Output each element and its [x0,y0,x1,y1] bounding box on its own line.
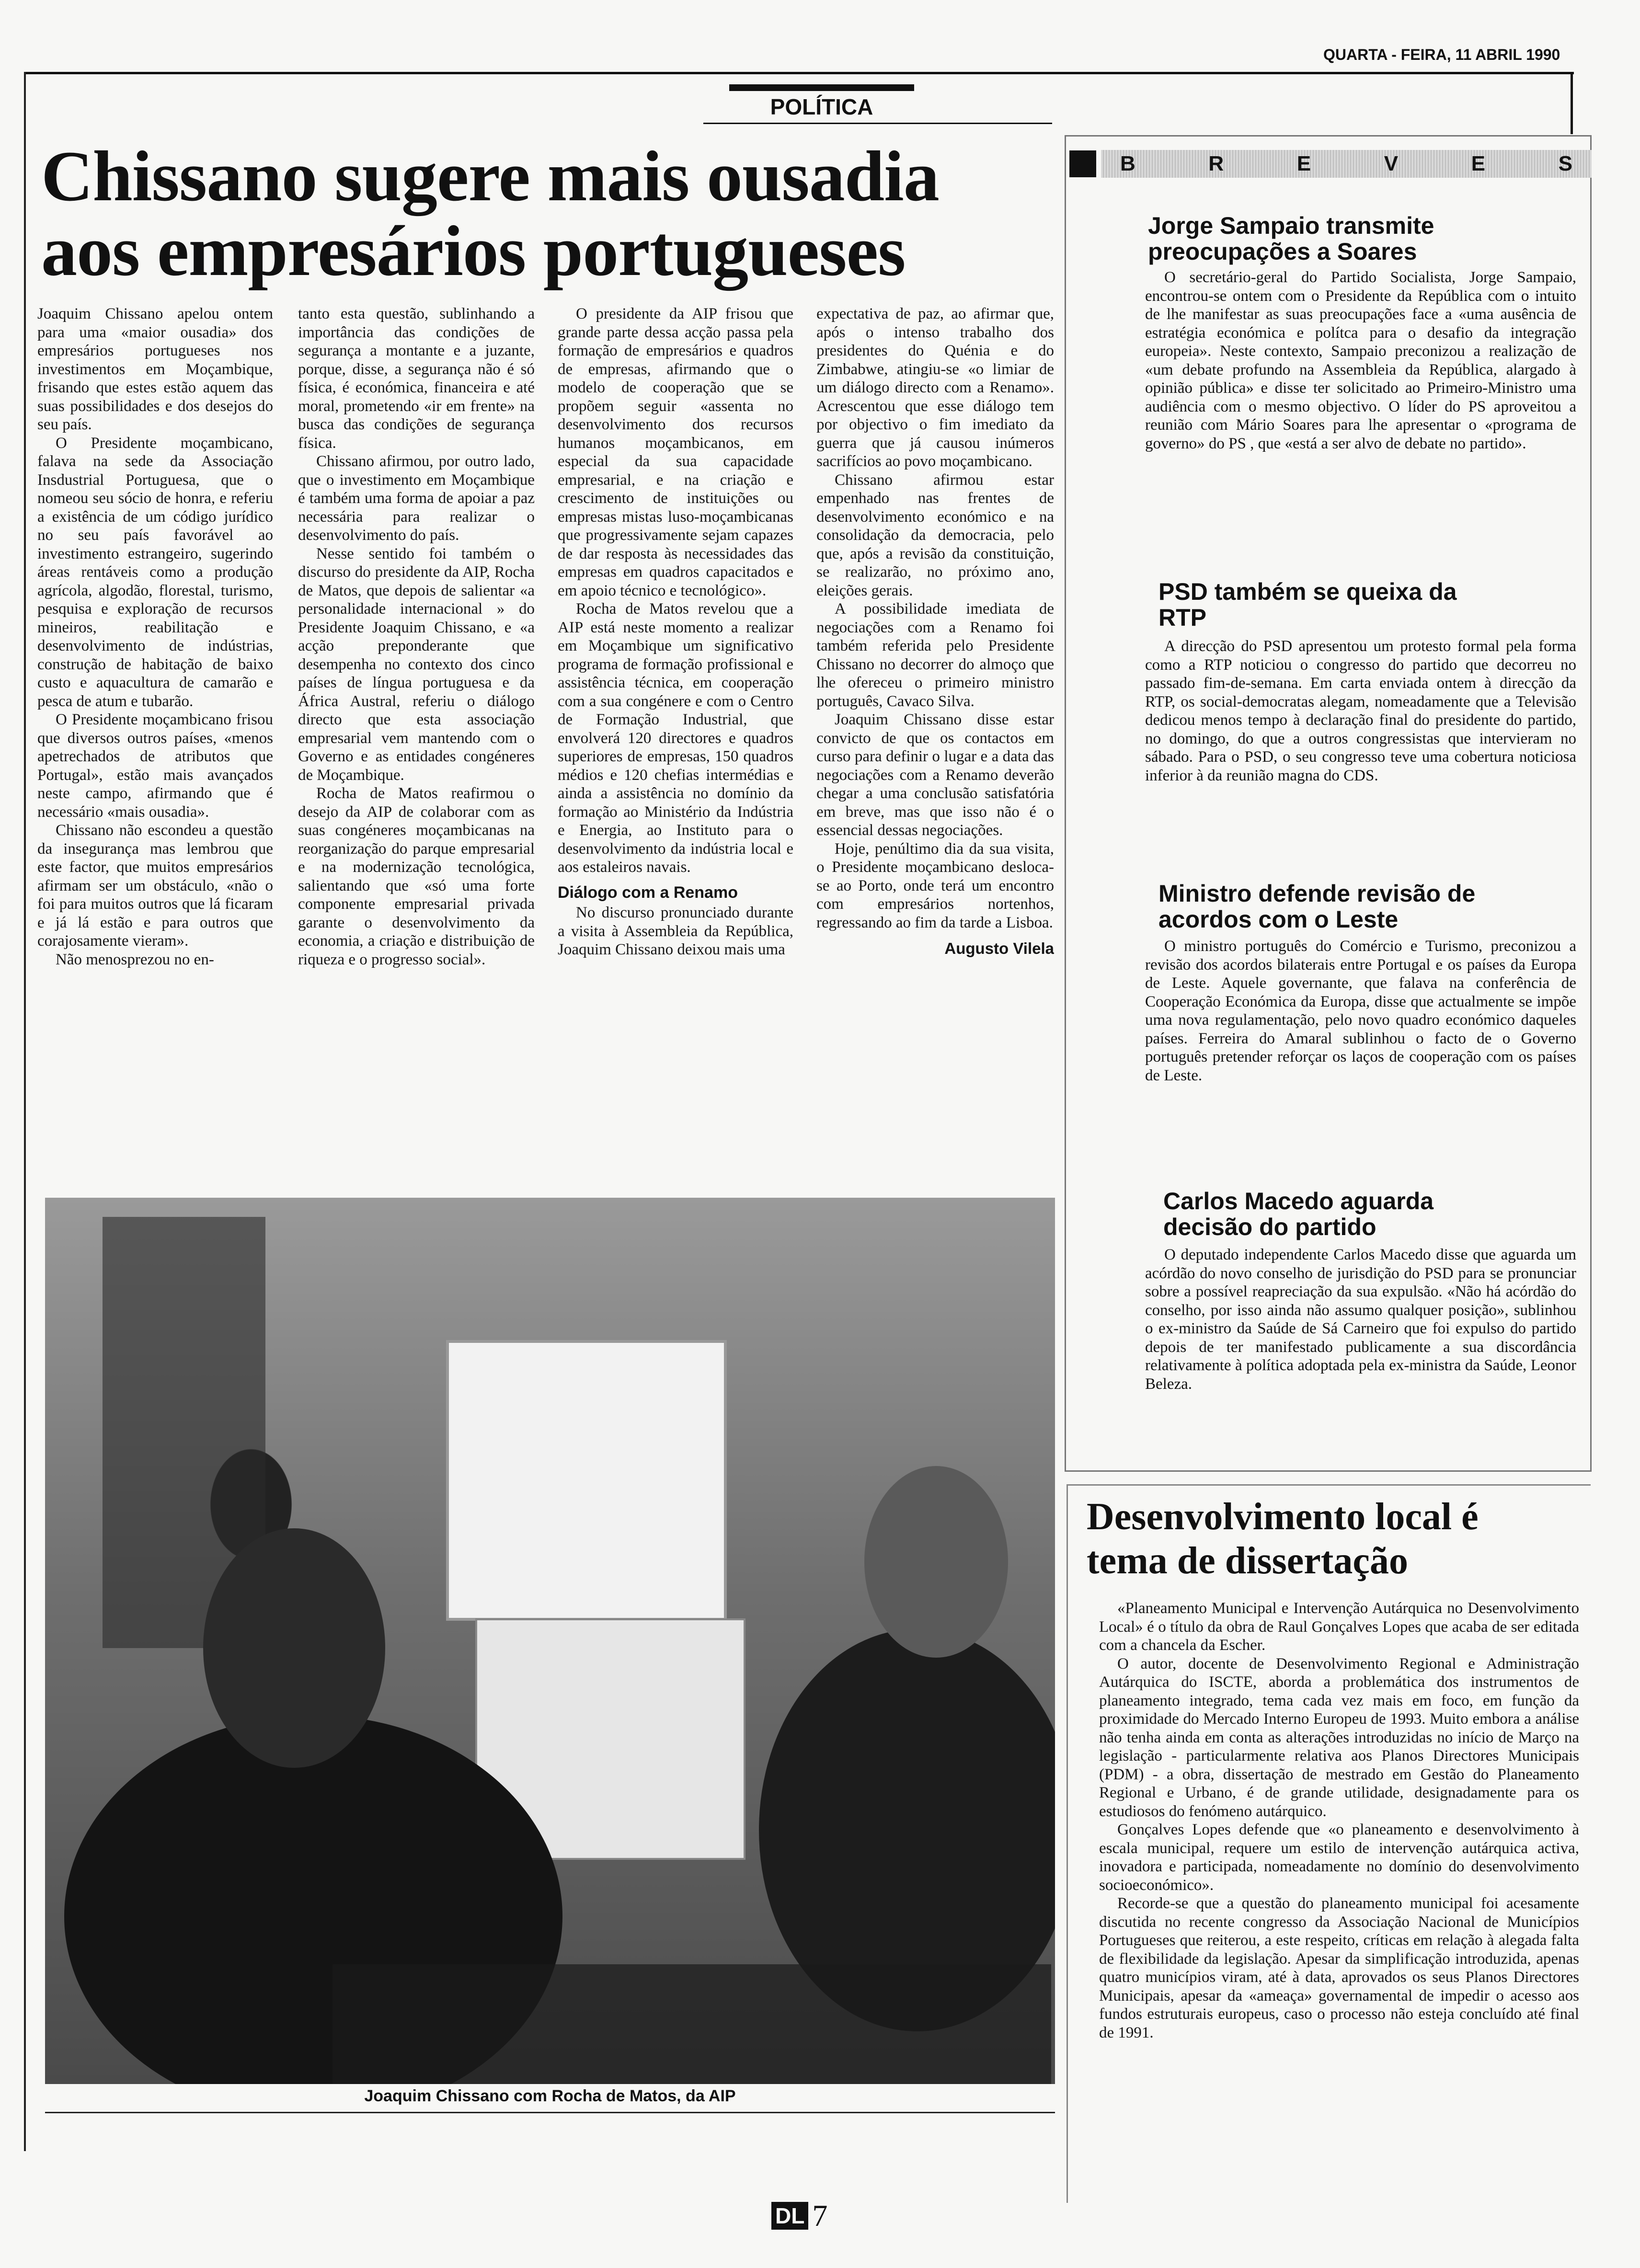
left-border [24,72,26,2151]
brief-body [1145,1246,1576,1393]
breves-banner [1067,147,1592,181]
byline: Augusto Vilela [944,939,1054,957]
paragraph: Recorde-se que a questão do planeamento municipal foi acesamente discutida no recente congresso da Associação Nacional de Municípios Portugueses que reiterou, a este respeito, críticas em relação à alegada falta de flexibilidade da legislação. Apesar da simplificação introduzida, apenas quatro municípios viram, até à data, aprovados os seus Planos Directores Municipais, apesar da «ameaça» governamental de impedir o acesso aos fundos estruturais europeus, caso o processo não esteja concluído até final de 1991. [1099,1895,1579,2041]
page-number: 7 [812,2199,828,2233]
paragraph: expectativa de paz, ao afirmar que, após o intenso trabalho dos presidentes do Quénia e do Zimbabwe, atingiu-se «o limiar de um diálogo directo com a Renamo». Acrescentou que esse diálogo tem por objectivo o fim imediato da guerra que já causou inúmeros sacrifícios ao povo moçambicano. [816,305,1054,470]
table [333,1964,1051,2084]
local-article-body [1099,1599,1579,2193]
section-underline [703,123,1052,124]
brief-text: A direcção do PSD apresentou um protesto formal pela forma como a RTP noticiou o congresso do partido que decorreu no passado fim-de-semana. Em carta enviada ontem à direcção da RTP, os social-democratas alegam, nomeadamente que a Televisão dedicou menos tempo à declaração final do presidente do partido, no domingo, do que a outros congressistas que intervieram no sábado. Para o PSD, o seu congresso teve uma cobertura noticiosa inferior à da reunião magna do CDS. [1145,638,1576,784]
paragraph: Rocha de Matos revelou que a AIP está neste momento a realizar em Moçambique um significativo programa de formação profissional e assistência técnica, em cooperação com a sua congénere e com o Centro de Formação Industrial, que envolverá 120 directores e quadros superiores de empresas, 150 quadros médios e 120 chefias intermédias e ainda a assistência no domínio da formação ao Ministério da Indústria e Energia, ao Instituto para o desenvolvimento da indústria local e aos estaleiros navais. [558,600,793,876]
paragraph: O presidente da AIP frisou que grande parte dessa acção passa pela formação de empresários e quadros de empresas, afirmando que o modelo de cooperação que se propõem seguir «assenta no desenvolvimento dos recursos humanos moçambicanos, em especial da sua capacidade empresarial, e na criação e crescimento de instituições ou empresas mistas luso-moçambicanas que progressivamente sejam capazes de dar resposta às necessidades das empresas em quadros capacitados e em apoio técnico e tecnológico». [558,305,793,599]
paragraph: No discurso pronunciado durante a visita à Assembleia da República, Joaquim Chissano deixou mais uma [558,904,793,958]
paragraph: Gonçalves Lopes defende que «o planeamento e desenvolvimento à escala municipal, requere um estilo de intervenção autárquica activa, inovadora e participada, nomeadamente no domínio do desenvolvimento socioeconómico». [1099,1821,1579,1894]
paragraph: A possibilidade imediata de negociações com a Renamo foi também referida pelo Presidente Chissano no decorrer do almoço que lhe ofereceu o primeiro ministro português, Cavaco Silva. [816,600,1054,710]
paragraph: Chissano afirmou estar empenhado nas frentes de desenvolvimento económico e na consolidação da democracia, pelo que, após a revisão da constituição, se realizarão, no próximo ano, eleições gerais. [816,471,1054,599]
brief-item [1148,213,1574,264]
paragraph: Chissano não escondeu a questão da insegurança mas lembrou que este factor, que muitos empresários afirmam ser um obstáculo, «não o foi para muitos outros que lá ficaram e já lá estão e para outros que corajosamente vieram». [37,822,273,950]
brief-body [1145,637,1576,785]
photo-illustration [45,1198,1055,2084]
breves-letter: E [1471,152,1486,175]
brief-item [1158,881,1551,932]
paragraph: O Presidente moçambicano, falava na sede da Associação Insdustrial Portuguesa, que o nomeou seu sócio de honra, e referiu a existência de um código jurídico no seu país favorável ao investimento estrangeiro, sugerindo áreas rentáveis como a produção agrícola, algodão, florestal, turismo, pesquisa e exploração de recursos mineiros, reabilitação e desenvolvimento de indústrias, construção de habitação de baixo custo e aquacultura de camarão e pesca de atum e tubarão. [37,434,273,710]
brief-title: Jorge Sampaio transmite preocupações a Soares [1148,212,1434,265]
paragraph: O autor, docente de Desenvolvimento Regional e Administração Autárquica do ISCTE, aborda a problemática dos instrumentos de planeamento integrado, tema cada vez mais em foco, em função da proximidade do Mercado Interno Europeu de 1993. Muito embora a análise não tenha ainda em conta as alterações introduzidas no início de Março na legislação - particularmente relativa aos Planos Directores Municipais (PDM) - a obra, dissertação de mestrado em Gestão do Planeamento Regional e Urbano, é de grande utilidade, designadamente para os estudiosos do fenómeno autárquico. [1099,1655,1579,1820]
issue-date: QUARTA - FEIRA, 11 ABRIL 1990 [1323,46,1560,63]
paragraph: O Presidente moçambicano frisou que diversos outros países, «menos apetrechados de atributos que Portugal», estão mais avançados neste campo, afirmando que é necessário «mais ousadia». [37,711,273,821]
paragraph: tanto esta questão, sublinhando a importância das condições de segurança a montante e a juzante, porque, disse, a segurança não é só física, é económica, financeira e até moral, prometendo «ir em frente» na busca das condições de segurança física. [298,305,535,452]
article-column-3 [558,305,793,1196]
section-label: POLÍTICA [770,94,873,119]
article-column-2 [298,305,535,1196]
paragraph: Rocha de Matos reafirmou o desejo da AIP de colaborar com as suas congéneres moçambicanas na reorganização do parque empresarial e na modernização tecnológica, salientando que «só uma forte componente empresarial privada garante o desenvolvimento da economia, a criação e distribuição de riqueza e o progresso social». [298,785,535,968]
local-article-headline: Desenvolvimento local é tema de dissertação [1087,1496,1479,1582]
paragraph: Chissano afirmou, por outro lado, que o investimento em Moçambique é também uma forma de apoiar a paz necessária para realizar o desenvolvimento do país. [298,453,535,544]
section-label-bar [729,84,914,91]
paragraph: Joaquim Chissano apelou ontem para uma «maior ousadia» dos empresários portugueses nos investimentos em Moçambique, frisando que estes estão aquem das suas possibilidades e dos desejos do seu país. [37,305,273,433]
paragraph: Não menosprezou no en- [56,951,214,968]
brief-text: O ministro português do Comércio e Turismo, preconizou a revisão dos acordos bilaterais entre Portugal e os países da Europa de Leste. Aquele governante, que falava na conferência de Cooperação Económica da Europa, disse que actualmente se impõe uma nova regulamentação, pelo novo quadro económico daqueles países. Ferreira do Amaral sublinhou o facto de o Governo português pretender reforçar os laços de cooperação com os países de Leste. [1145,938,1576,1084]
person-left-head [203,1528,385,1768]
brief-item [1158,579,1494,630]
breves-square [1069,150,1096,177]
breves-letter: E [1296,152,1311,175]
brief-body [1145,937,1576,1085]
person-right-head [864,1466,1008,1658]
photo-caption: Joaquim Chissano com Rocha de Matos, da AIP [364,2087,736,2105]
footer-logo-mark: DL [771,2202,808,2230]
brief-body [1145,268,1576,453]
right-border [1571,72,1573,134]
photo-bottom-rule [45,2112,1055,2113]
breves-letter: V [1384,152,1399,175]
article-column-4 [816,305,1054,1196]
brief-text: O secretário-geral do Partido Socialista, Jorge Sampaio, encontrou-se ontem com o Presidente da República com o intuito de lhe manifestar as suas preocupações face a «uma ausência de estratégia económica e polítca para o desafio da integração europeia». Neste contexto, Sampaio preconizou a realização de «um debate profundo na Assembleia da República, alargado à opinião pública» e disse ter solicitado ao Primeiro-Ministro uma audiência com o mesmo objectivo. O líder do PS aproveitou a reunião com Mário Soares para lhe apresentar o «programa de governo» do PS , que «está a ser alvo de debate no partido». [1145,269,1576,452]
photo [45,1198,1055,2084]
main-headline: Chissano sugere mais ousadia aos empresários portugueses [41,137,939,291]
footer-logo [771,2198,827,2234]
subheading: Diálogo com a Renamo [558,883,738,902]
breves-band [1101,150,1592,178]
brief-title: PSD também se queixa da RTP [1158,578,1457,631]
brief-title: Ministro defende revisão de acordos com o Leste [1158,880,1476,933]
paragraph: Hoje, penúltimo dia da sua visita, o Presidente moçambicano desloca-se ao Porto, onde terá um encontro com empresários nortenhos, regressando ao fim da tarde a Lisboa. [816,840,1054,931]
framed-document [447,1341,725,1619]
article-column-1 [37,305,273,1196]
breves-letter: R [1208,152,1224,175]
brief-text: O deputado independente Carlos Macedo disse que aguarda um acórdão do novo conselho de jurisdição do PSD para se pronunciar sobre a possível reapreciação da sua expulsão. «Não há acórdão do conselho, por isso ainda não assumo qualquer posição», sublinhou o ex-ministro da Saúde de Sá Carneiro que foi expulso do partido depois de ter manifestado publicamente a sua discordância relativamente à política adoptada pela ex-ministra da Saúde, Leonor Beleza. [1145,1246,1576,1393]
breves-letter: B [1120,152,1135,175]
breves-letter: S [1558,152,1572,175]
paragraph: Joaquim Chissano disse estar convicto de que os contactos em curso para definir o lugar e a data das negociações com a Renamo deverão chegar a uma conclusão satisfatória em breve, mas que isso não é o essencial dessas negociações. [816,711,1054,839]
brief-item [1163,1188,1527,1240]
paragraph: «Planeamento Municipal e Intervenção Autárquica no Desenvolvimento Local» é o título da obra de Raul Gonçalves Lopes que acaba de ser editada com a chancela da Escher. [1099,1600,1579,1654]
header-rule [24,72,1574,74]
paragraph: Nesse sentido foi também o discurso do presidente da AIP, Rocha de Matos, que depois de salientar «a personalidade internacional » do Presidente Joaquim Chissano, e «a acção preponderante que desempenha no contexto dos cinco países de língua portuguesa e da África Austral, referiu o diálogo directo que esta associação empresarial vem mantendo com o Governo e as entidades congéneres de Moçambique. [298,545,535,784]
brief-title: Carlos Macedo aguarda decisão do partido [1163,1188,1434,1240]
